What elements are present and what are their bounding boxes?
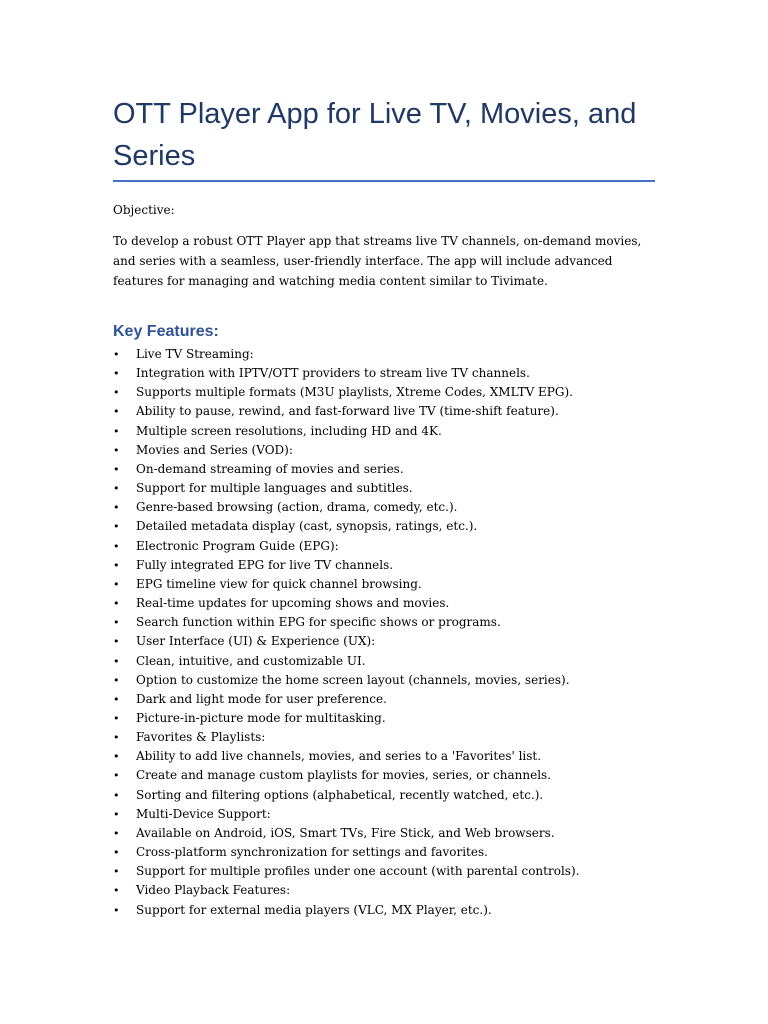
- feature-text: Support for external media players (VLC, MX Player, etc.).: [136, 902, 492, 917]
- bullet-icon: •: [113, 884, 120, 898]
- key-features-list: [113, 345, 673, 920]
- bullet-icon: •: [113, 348, 120, 361]
- feature-list-item: [113, 843, 673, 862]
- bullet-icon: •: [113, 424, 120, 438]
- feature-text: Live TV Streaming:: [136, 347, 254, 361]
- feature-text: Movies and Series (VOD):: [136, 442, 293, 457]
- feature-list-item: [113, 613, 673, 632]
- bullet-icon: •: [113, 807, 120, 821]
- feature-list-item: [113, 824, 673, 843]
- feature-list-item: [113, 594, 673, 613]
- feature-list-item: [113, 479, 673, 498]
- feature-text: EPG timeline view for quick channel browsing.: [136, 576, 422, 591]
- feature-text: Support for multiple languages and subtitles.: [136, 481, 413, 496]
- feature-list-item: [113, 747, 673, 766]
- bullet-icon: •: [113, 501, 120, 515]
- feature-text: Electronic Program Guide (EPG):: [136, 538, 339, 553]
- feature-text: Clean, intuitive, and customizable UI.: [136, 653, 366, 668]
- bullet-icon: •: [113, 597, 120, 611]
- feature-list-item: [113, 460, 673, 479]
- feature-list-item: [113, 402, 673, 421]
- feature-text: Sorting and filtering options (alphabetical, recently watched, etc.).: [136, 787, 544, 802]
- feature-list-item: [113, 575, 673, 594]
- document-title: OTT Player App for Live TV, Movies, and Series: [113, 98, 637, 172]
- objective-paragraph: To develop a robust OTT Player app that streams live TV channels, on-demand movies, and series with a seamless, user-friendly interface. The app will include advanced features for managing and watching media content similar to Tivimate.: [113, 234, 642, 288]
- feature-text: Ability to pause, rewind, and fast-forward live TV (time-shift feature).: [136, 404, 559, 419]
- feature-text: Integration with IPTV/OTT providers to stream live TV channels.: [136, 366, 530, 381]
- feature-text: Option to customize the home screen layout (channels, movies, series).: [136, 672, 570, 687]
- feature-list-item: [113, 422, 673, 441]
- bullet-icon: •: [113, 769, 120, 783]
- feature-text: Search function within EPG for specific shows or programs.: [136, 615, 501, 630]
- bullet-icon: •: [113, 750, 120, 764]
- bullet-icon: •: [113, 616, 120, 630]
- feature-list-item: [113, 537, 673, 556]
- feature-text: Video Playback Features:: [136, 883, 291, 898]
- feature-text: Dark and light mode for user preference.: [136, 691, 387, 706]
- feature-text: User Interface (UI) & Experience (UX):: [136, 634, 376, 649]
- title-underline-divider: [113, 180, 655, 182]
- feature-text: Detailed metadata display (cast, synopsis, ratings, etc.).: [136, 519, 478, 534]
- feature-list-item: [113, 766, 673, 785]
- feature-text: Multi-Device Support:: [136, 806, 271, 821]
- bullet-icon: •: [113, 405, 120, 419]
- feature-list-item: [113, 786, 673, 805]
- bullet-icon: •: [113, 539, 120, 553]
- feature-text: Real-time updates for upcoming shows and movies.: [136, 596, 450, 611]
- feature-text: Multiple screen resolutions, including HD and 4K.: [136, 423, 442, 438]
- feature-text: Genre-based browsing (action, drama, comedy, etc.).: [136, 500, 458, 515]
- feature-list-item: [113, 632, 673, 651]
- bullet-icon: •: [113, 386, 120, 400]
- feature-text: Cross-platform synchronization for settings and favorites.: [136, 845, 488, 860]
- feature-list-item: [113, 383, 673, 402]
- bullet-icon: •: [113, 635, 120, 649]
- feature-list-item: [113, 901, 673, 920]
- feature-list-item: [113, 345, 673, 364]
- bullet-icon: •: [113, 865, 120, 879]
- feature-text: Supports multiple formats (M3U playlists, Xtreme Codes, XMLTV EPG).: [136, 385, 573, 400]
- feature-list-item: [113, 728, 673, 747]
- bullet-icon: •: [113, 846, 120, 860]
- feature-list-item: [113, 556, 673, 575]
- feature-list-item: [113, 862, 673, 881]
- feature-text: Ability to add live channels, movies, and series to a 'Favorites' list.: [136, 749, 542, 764]
- feature-list-item: [113, 671, 673, 690]
- bullet-icon: •: [113, 367, 120, 381]
- feature-list-item: [113, 364, 673, 383]
- bullet-icon: •: [113, 711, 120, 725]
- bullet-icon: •: [113, 443, 120, 457]
- feature-list-item: [113, 709, 673, 728]
- bullet-icon: •: [113, 731, 120, 745]
- bullet-icon: •: [113, 558, 120, 572]
- bullet-icon: •: [113, 692, 120, 706]
- bullet-icon: •: [113, 577, 120, 591]
- bullet-icon: •: [113, 826, 120, 840]
- feature-list-item: [113, 690, 673, 709]
- feature-text: On-demand streaming of movies and series.: [136, 461, 404, 476]
- feature-list-item: [113, 441, 673, 460]
- bullet-icon: •: [113, 673, 120, 687]
- bullet-icon: •: [113, 788, 120, 802]
- feature-list-item: [113, 517, 673, 536]
- feature-text: Favorites & Playlists:: [136, 730, 266, 745]
- bullet-icon: •: [113, 482, 120, 496]
- feature-text: Picture-in-picture mode for multitasking.: [136, 710, 386, 725]
- bullet-icon: •: [113, 654, 120, 668]
- bullet-icon: •: [113, 903, 120, 917]
- feature-text: Available on Android, iOS, Smart TVs, Fire Stick, and Web browsers.: [136, 825, 555, 840]
- feature-text: Support for multiple profiles under one account (with parental controls).: [136, 864, 580, 879]
- objective-label: Objective:: [113, 203, 175, 217]
- key-features-heading: Key Features:: [113, 323, 219, 340]
- feature-text: Fully integrated EPG for live TV channels.: [136, 557, 394, 572]
- feature-list-item: [113, 498, 673, 517]
- bullet-icon: •: [113, 520, 120, 534]
- feature-list-item: [113, 881, 673, 900]
- feature-list-item: [113, 652, 673, 671]
- feature-text: Create and manage custom playlists for movies, series, or channels.: [136, 768, 552, 783]
- feature-list-item: [113, 805, 673, 824]
- bullet-icon: •: [113, 462, 120, 476]
